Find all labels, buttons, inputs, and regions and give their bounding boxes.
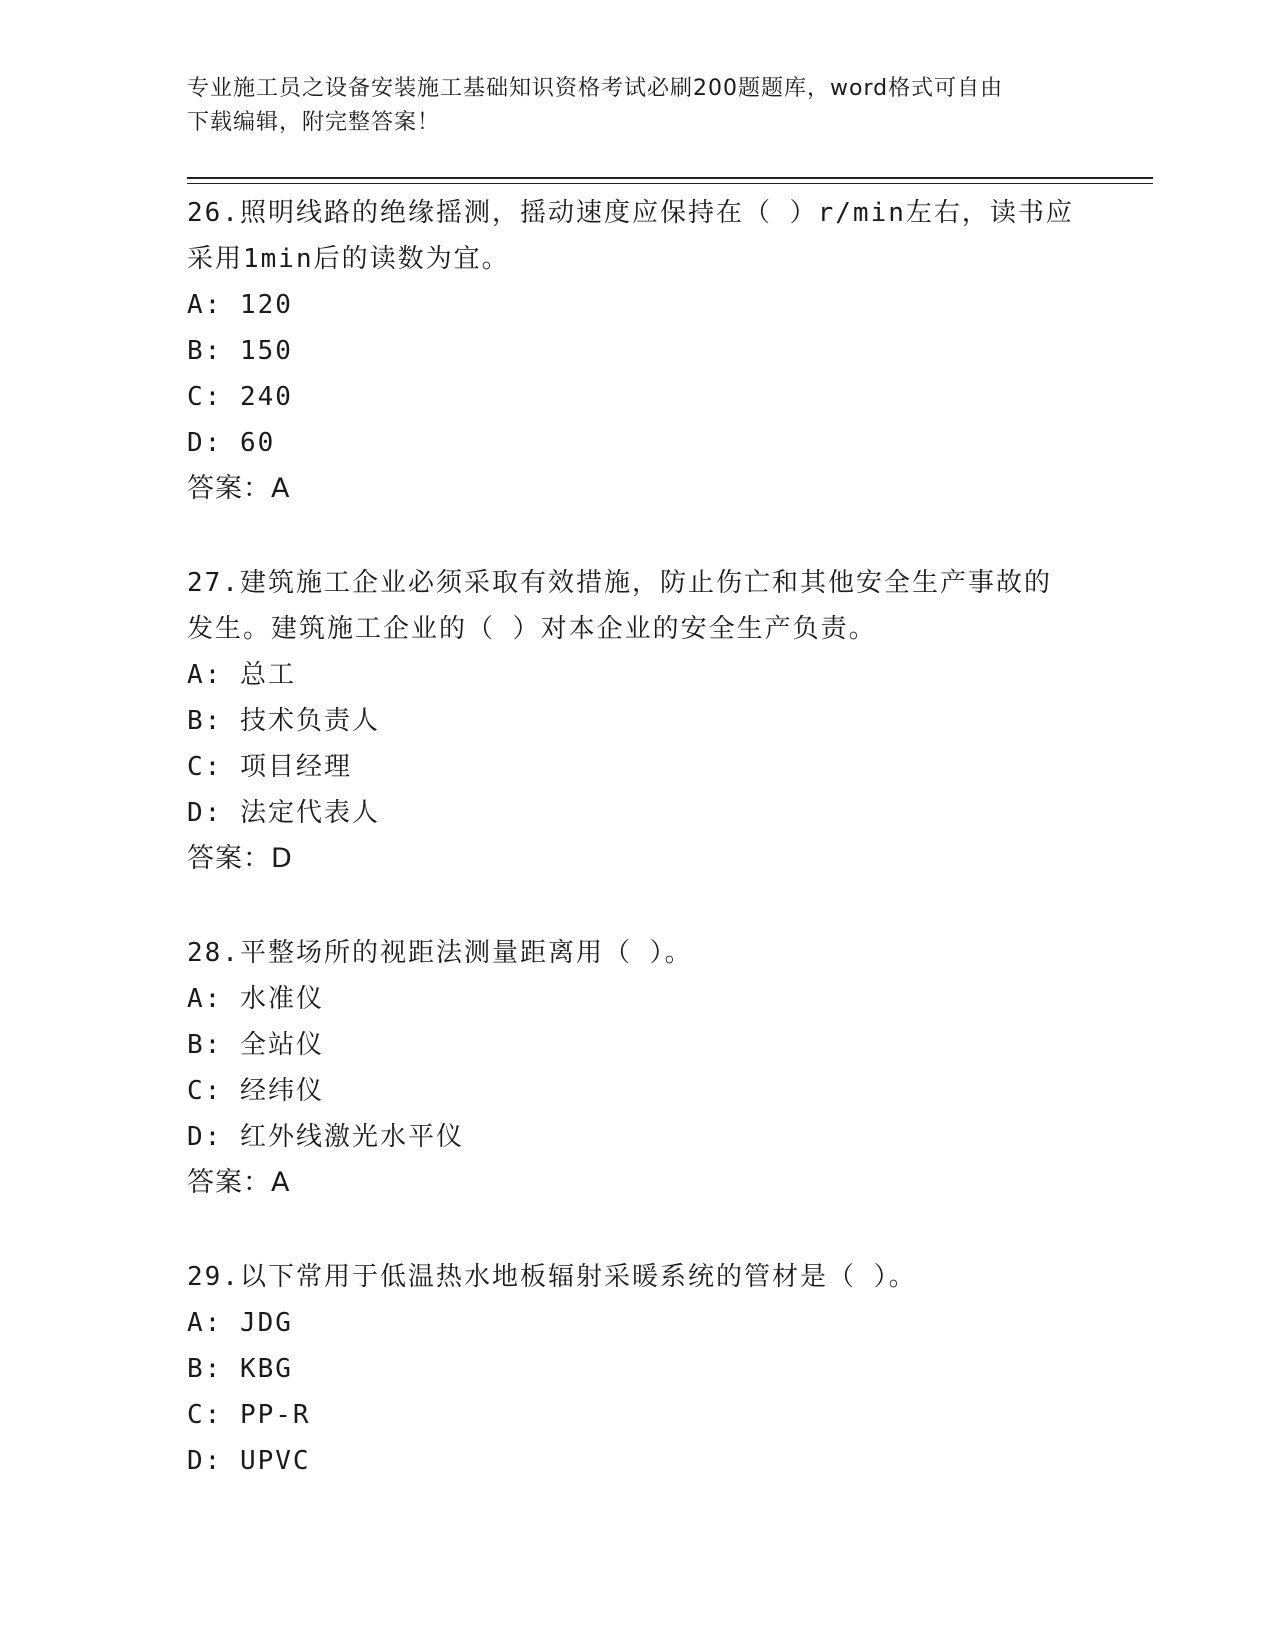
question-stem-line-2: 采用1min后的读数为宜。 — [187, 244, 510, 274]
question-stem — [187, 558, 1087, 652]
option-c: C: 经纬仪 — [187, 1076, 324, 1106]
question-stem — [187, 188, 1087, 282]
header-divider-thick — [187, 177, 1153, 179]
option-b: B: KBG — [187, 1354, 293, 1384]
header-line-2: 下载编辑，附完整答案！ — [187, 110, 441, 135]
question-stem-line-1: 29.以下常用于低温热水地板辐射采暖系统的管材是（ ）。 — [187, 1262, 917, 1292]
document-header — [187, 72, 1087, 140]
header-line-1: 专业施工员之设备安装施工基础知识资格考试必刷200题题库，word格式可自由 — [187, 76, 1004, 101]
option-b: B: 技术负责人 — [187, 706, 380, 736]
answer: 答案：D — [187, 843, 293, 874]
answer: 答案：A — [187, 1167, 291, 1198]
option-d: D: UPVC — [187, 1446, 311, 1476]
option-b: B: 150 — [187, 336, 293, 366]
option-d: D: 红外线激光水平仪 — [187, 1122, 464, 1152]
question-27 — [187, 558, 1087, 882]
question-stem-line-2: 发生。建筑施工企业的（ ）对本企业的安全生产负责。 — [187, 614, 877, 644]
option-a: A: 水准仪 — [187, 984, 324, 1014]
question-29 — [187, 1252, 1087, 1484]
question-stem-line-1: 26.照明线路的绝缘摇测，摇动速度应保持在（ ）r/min左右，读书应 — [187, 198, 1074, 228]
header-divider-thin — [187, 183, 1153, 184]
question-stem-line-1: 28.平整场所的视距法测量距离用（ ）。 — [187, 938, 693, 968]
option-d: D: 60 — [187, 428, 276, 458]
option-a: A: 总工 — [187, 660, 296, 690]
option-a: A: 120 — [187, 290, 293, 320]
question-list — [187, 188, 1087, 1530]
option-b: B: 全站仪 — [187, 1030, 324, 1060]
question-stem — [187, 1252, 1087, 1300]
option-c: C: PP-R — [187, 1400, 311, 1430]
question-stem-line-1: 27.建筑施工企业必须采取有效措施，防止伤亡和其他安全生产事故的 — [187, 568, 1052, 598]
option-a: A: JDG — [187, 1308, 293, 1338]
question-26 — [187, 188, 1087, 512]
option-c: C: 240 — [187, 382, 293, 412]
question-stem — [187, 928, 1087, 976]
answer: 答案：A — [187, 473, 291, 504]
option-d: D: 法定代表人 — [187, 798, 380, 828]
question-28 — [187, 928, 1087, 1206]
option-c: C: 项目经理 — [187, 752, 352, 782]
